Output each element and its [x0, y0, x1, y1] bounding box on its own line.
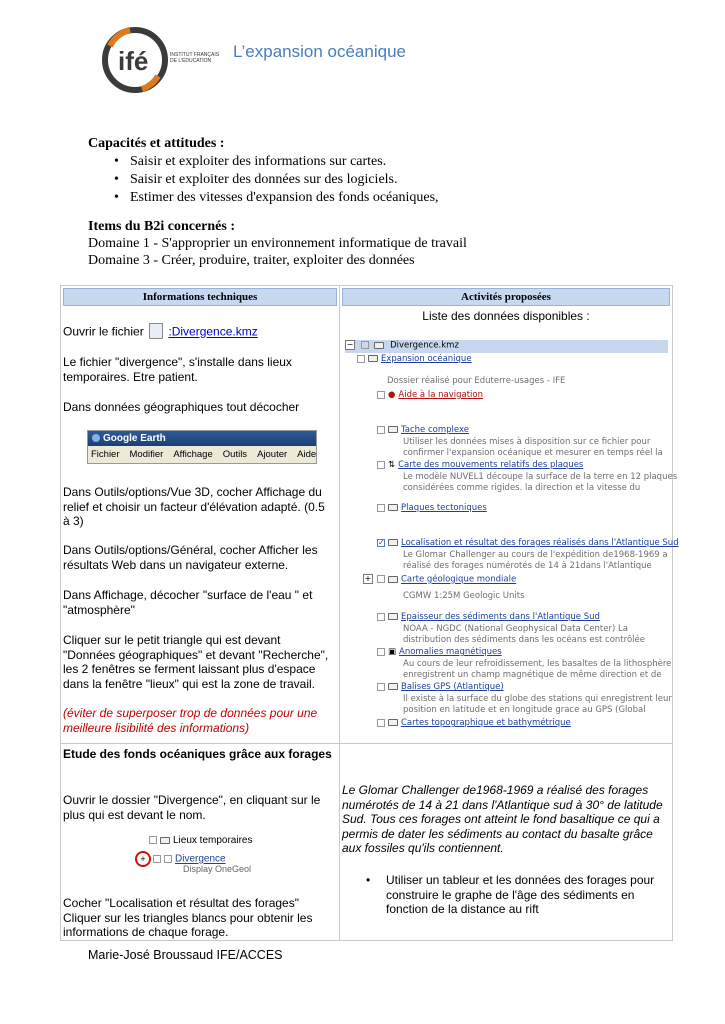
checkbox-folder[interactable]	[357, 355, 365, 363]
open-file-line	[63, 323, 333, 339]
desc-line: Le Glomar Challenger au cours de l'expédition de1968-1969 a	[403, 550, 668, 560]
google-earth-menubar	[87, 430, 317, 464]
folder-icon	[388, 719, 398, 726]
checkbox-divergence-2[interactable]	[164, 855, 172, 863]
col-header-activites: Activités proposées	[342, 288, 670, 306]
desc-line: considérées comme rigides. la direction et la vitesse du	[403, 482, 641, 493]
expand-plus-icon[interactable]: +	[135, 851, 151, 867]
kmz-file-icon	[149, 323, 163, 339]
tree-folder-row[interactable]	[357, 354, 472, 364]
checkbox-item[interactable]	[377, 683, 385, 691]
checkbox-item[interactable]	[377, 648, 385, 656]
desc-line: NOAA - NGDC (National Geophysical Data Center) La	[403, 624, 628, 634]
tree-item-label[interactable]: Carte des mouvements relatifs des plaques	[398, 460, 584, 470]
list-item: • Saisir et exploiter des informations sur cartes.	[88, 153, 688, 171]
open-file-prefix: Ouvrir le fichier	[63, 324, 144, 339]
mini-tree-lieux-row[interactable]	[149, 835, 252, 846]
checkbox-item[interactable]	[377, 504, 385, 512]
checkbox-item[interactable]	[377, 391, 385, 399]
tree-item-label[interactable]: Plaques tectoniques	[401, 503, 487, 513]
menu-item-outils[interactable]: Outils	[222, 449, 248, 460]
tree-item[interactable]	[377, 390, 483, 400]
b2i-section	[88, 218, 688, 269]
tree-item[interactable]	[377, 460, 583, 470]
bullet: •	[366, 873, 371, 887]
tree-item-label[interactable]: Cartes topographique et bathymétrique	[401, 718, 571, 728]
folder-icon	[368, 355, 378, 362]
globe-icon	[92, 434, 100, 442]
divergence-kmz-link[interactable]: :Divergence.kmz	[168, 324, 258, 339]
row-divider	[61, 743, 672, 744]
tree-item[interactable]	[377, 503, 487, 513]
uncheck-note: Dans données géographiques tout décocher	[63, 400, 300, 414]
mini-tree	[135, 833, 275, 879]
checkbox-root[interactable]	[361, 341, 369, 349]
page-title: L’expansion océanique	[233, 42, 406, 61]
section2-heading: Etude des fonds océaniques grâce aux forages	[63, 747, 332, 761]
warning-note: (éviter de superposer trop de données pour une meilleure lisibilité des informations)	[63, 706, 318, 735]
tree-item[interactable]	[363, 574, 516, 585]
general-instruction: Dans Outils/options/Général, cocher Afficher les résultats Web dans un navigateur externe.	[63, 543, 318, 572]
checkbox-item[interactable]	[377, 426, 385, 434]
tree-item-label[interactable]: Balises GPS (Atlantique)	[401, 682, 504, 692]
ife-logo	[100, 24, 220, 96]
folder-icon	[388, 613, 398, 620]
list-item: • Saisir et exploiter des données sur des logiciels.	[88, 171, 688, 189]
collapse-toggle-icon[interactable]: −	[346, 340, 354, 349]
tree-item-label[interactable]: Carte géologique mondiale	[401, 574, 517, 585]
affichage-instruction: Dans Affichage, décocher "surface de l'eau " et "atmosphère"	[63, 588, 313, 617]
tree-item[interactable]	[377, 538, 679, 548]
b2i-heading: Items du B2i concernés :	[88, 219, 235, 234]
mini-tree-divergence-label[interactable]: Divergence	[175, 853, 226, 865]
tree-item[interactable]	[377, 682, 504, 692]
folder-icon	[160, 837, 170, 844]
tree-item-label[interactable]: Aide à la navigation	[398, 390, 483, 400]
checkbox-item[interactable]	[377, 719, 385, 727]
logo-subtitle: INSTITUT FRANÇAIS DE L'ÉDUCATION	[170, 52, 220, 64]
capacites-list	[88, 153, 688, 207]
list-item: • Estimer des vitesses d'expansion des fonds océaniques,	[88, 189, 688, 207]
folder-icon	[388, 426, 398, 433]
folder-icon	[388, 576, 398, 583]
checkbox-item[interactable]	[377, 575, 385, 583]
tree-item-label[interactable]: Localisation et résultat des forages réalisés dans l'Atlantique Sud	[401, 538, 679, 548]
desc-line: Le modèle NUVEL1 découpe la surface de la terre en 12 plaques	[403, 472, 678, 482]
pin-icon: ●	[388, 390, 396, 400]
tree-item-desc	[403, 437, 663, 458]
vue3d-instruction: Dans Outils/options/Vue 3D, cocher Affichage du relief et choisir un facteur d'élévation adapté. (0.5 à 3)	[63, 485, 325, 528]
tree-item-desc	[403, 624, 645, 645]
footer-author: Marie-José Broussaud IFE/ACCES	[88, 948, 283, 962]
tree-folder-desc: Dossier réalisé pour Eduterre-usages - IFE	[387, 376, 566, 386]
tree-item-desc: CGMW 1:25M Geologic Units	[403, 591, 525, 601]
mini-tree-onegeol: Display OneGeol	[183, 864, 252, 874]
logo-text: ifé	[118, 46, 149, 76]
b2i-line: Domaine 3 - Créer, produire, traiter, exploiter des données	[88, 253, 415, 268]
checkbox-item-checked[interactable]: ✓	[378, 537, 385, 547]
tree-root-row[interactable]	[345, 340, 668, 353]
tree-item-desc	[403, 694, 672, 715]
glomar-text: Le Glomar Challenger de1968-1969 a réalisé des forages numérotés de 14 à 21 dans l'Atlantique sud à 30° de latitude Sud. Tous ces forages ont atteint le fond basaltique ce qui a permis de dater les sédiments au contact du basalte grâce aux fossiles qu'ils contiennent.	[342, 783, 663, 855]
col-header-informations: Informations techniques	[63, 288, 337, 306]
tree-root-label: Divergence.kmz	[390, 340, 459, 351]
tree-item[interactable]	[377, 647, 502, 657]
tree-item[interactable]	[377, 425, 469, 435]
tree-item-label[interactable]: Epaisseur des sédiments dans l'Atlantique Sud	[401, 612, 600, 622]
desc-line: distribution des sédiments dans les océans est contrôlée	[403, 634, 645, 645]
mini-tree-lieux-label: Lieux temporaires	[173, 835, 253, 846]
desc-line: réalisé des forages numérotés de 14 à 21dans l'Atlantique	[403, 560, 652, 571]
task-item	[366, 873, 666, 917]
checkbox-item[interactable]	[377, 613, 385, 621]
checkbox-lieux[interactable]	[149, 836, 157, 844]
arrows-icon: ⇅	[388, 460, 396, 470]
folder-icon	[388, 539, 398, 546]
google-earth-title	[88, 431, 316, 446]
expand-toggle-icon[interactable]: +	[364, 574, 372, 583]
tree-item-desc	[403, 472, 677, 493]
folder-icon	[374, 342, 384, 349]
task-text: Utiliser un tableur et les données des forages pour construire le graphe de l'âge des sédiments en fonction de la distance au rift	[386, 873, 655, 916]
google-earth-title-text: Google Earth	[103, 433, 166, 444]
desc-line: Au cours de leur refroidissement, les basaltes de la lithosphère	[403, 659, 672, 669]
menu-item-modifier[interactable]: Modifier	[129, 449, 164, 460]
open-folder-instruction: Ouvrir le dossier "Divergence", en cliquant sur le plus qui est devant le nom.	[63, 793, 321, 822]
checkbox-item[interactable]	[377, 461, 385, 469]
b2i-line: Domaine 1 - S'approprier un environnement informatique de travail	[88, 236, 467, 251]
tree-item-label[interactable]: Tache complexe	[401, 425, 469, 435]
tree-item[interactable]	[377, 718, 571, 728]
activities-table	[60, 285, 679, 941]
desc-line: enregistrent un champ magnétique de même direction et de	[403, 669, 662, 680]
image-icon: ▣	[388, 647, 397, 657]
menu-item-ajouter[interactable]: Ajouter	[257, 449, 288, 460]
tree-item-label[interactable]: Anomalies magnétiques	[399, 647, 502, 657]
capacites-heading: Capacités et attitudes :	[88, 136, 225, 151]
cocher-instruction: Cocher "Localisation et résultat des forages" Cliquer sur les triangles blancs pour obtenir les informations de chaque forage.	[63, 896, 313, 939]
column-divider	[339, 286, 340, 940]
desc-line: confirmer l'expansion océanique et mesurer en temps réel la	[403, 447, 663, 458]
tree-item-desc	[403, 550, 668, 571]
tree-item-desc	[403, 659, 671, 680]
triangle-instruction: Cliquer sur le petit triangle qui est devant "Données géographiques" et devant "Recherche", les 2 fenêtres se ferment laissant plus d'espace dans la fenêtre "lieux" qui est la zone de travail.	[63, 633, 329, 691]
install-note: Le fichier "divergence", s'installe dans lieux temporaires. Etre patient.	[63, 355, 292, 384]
desc-line: position en latitude et en longitude grace au GPS (Global	[403, 704, 646, 715]
folder-icon	[388, 504, 398, 511]
list-heading: Liste des données disponibles :	[422, 309, 590, 323]
checkbox-divergence[interactable]	[153, 855, 161, 863]
layer-tree	[345, 340, 679, 736]
desc-line: Il existe à la surface du globe des stations qui enregistrent leur	[403, 694, 672, 704]
tree-folder-label[interactable]: Expansion océanique	[381, 354, 472, 364]
desc-line: Utiliser les données mises à disposition sur ce fichier pour	[403, 437, 651, 447]
folder-icon	[388, 683, 398, 690]
menu-item-aide[interactable]: Aide	[297, 449, 317, 460]
tree-item[interactable]	[377, 612, 600, 622]
menu-item-fichier[interactable]: Fichier	[91, 449, 120, 460]
menu-item-affichage[interactable]: Affichage	[173, 449, 213, 460]
capacites-section	[88, 135, 688, 207]
google-earth-menu	[88, 446, 316, 463]
